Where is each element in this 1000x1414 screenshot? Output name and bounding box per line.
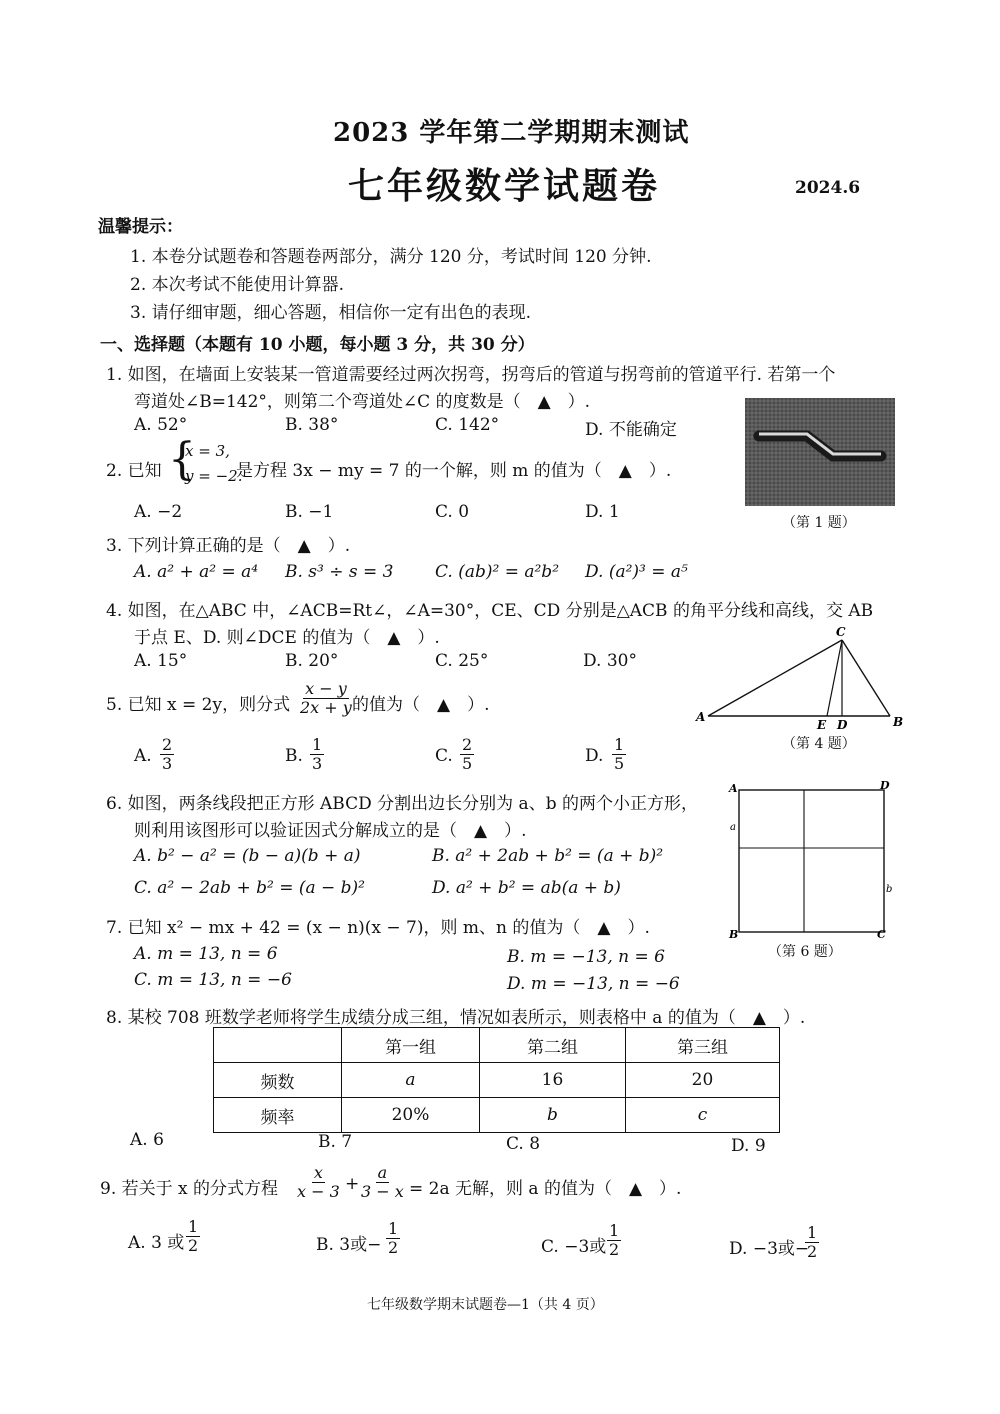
segment-ac [708, 640, 842, 716]
table-header-cell: 第一组 [342, 1028, 480, 1063]
q5-option-d-label: D. [585, 746, 604, 766]
q3-option-b: B. s³ ÷ s = 3 [285, 562, 394, 582]
q5-option-a-frac [158, 736, 176, 772]
frac-den: 5 [462, 753, 473, 773]
q6-option-b: B. a² + 2ab + b² = (a + b)² [432, 846, 664, 866]
q2-suffix: 是方程 3x − my = 7 的一个解，则 m 的值为（ ▲ ）. [236, 461, 672, 481]
q6-figure-caption: （第 6 题） [768, 944, 842, 960]
q8-option-b: B. 7 [318, 1132, 353, 1152]
q5-option-b-label: B. [285, 746, 303, 766]
frac-num: 1 [388, 1219, 399, 1238]
table-header-cell: 第三组 [626, 1028, 780, 1063]
frac-num: 1 [614, 735, 625, 754]
pipe-photo [745, 398, 895, 506]
system-brace: { [168, 434, 196, 485]
label-side-b: b [886, 884, 893, 895]
q1-figure-caption: （第 1 题） [782, 515, 856, 531]
pipe-illustration [745, 398, 895, 506]
q9-prefix: 9. 若关于 x 的分式方程 [100, 1179, 279, 1199]
table-cell: 20% [342, 1098, 480, 1133]
q8-option-a: A. 6 [130, 1130, 164, 1150]
q6-stem-line1: 6. 如图，两条线段把正方形 ABCD 分割出边长分别为 a、b 的两个小正方形， [106, 794, 698, 814]
q2-option-d: D. 1 [585, 502, 620, 522]
square-figure [724, 778, 900, 938]
q4-stem-line2: 于点 E、D. 则∠DCE 的值为（ ▲ ）. [134, 628, 440, 648]
tip-item: 2. 本次考试不能使用计算器. [130, 275, 345, 295]
table-cell: b [480, 1098, 626, 1133]
frac-num: 1 [188, 1217, 199, 1236]
table-header-cell [214, 1028, 342, 1063]
table-header-cell: 第二组 [480, 1028, 626, 1063]
label-b: B [893, 715, 904, 729]
frac-num: x [313, 1163, 323, 1182]
q2-system-bottom: y = −2. [185, 467, 243, 485]
q9-option-b-frac [384, 1220, 402, 1256]
q1-option-d: D. 不能确定 [585, 420, 677, 440]
q7-stem: 7. 已知 x² − mx + 42 = (x − n)(x − 7)，则 m、n 的值为（ ▲ ）. [106, 918, 650, 938]
frac-den: x − 3 [297, 1181, 340, 1201]
frac-num: a [377, 1163, 388, 1182]
tip-item: 3. 请仔细审题，细心答题，相信你一定有出色的表现. [130, 303, 532, 323]
q9-fraction-1 [293, 1164, 344, 1200]
q9-fraction-2 [357, 1164, 408, 1200]
section-heading: 一、选择题（本题有 10 小题，每小题 3 分，共 30 分） [100, 335, 535, 355]
q6-option-c: C. a² − 2ab + b² = (a − b)² [134, 878, 365, 898]
label-d: D [837, 718, 848, 732]
q4-option-b: B. 20° [285, 651, 339, 671]
q9-option-d-frac [803, 1224, 821, 1260]
frac-den: 5 [614, 753, 625, 773]
q9-option-c-frac [605, 1222, 623, 1258]
frequency-table [213, 1027, 780, 1133]
table-row [214, 1063, 780, 1098]
frac-num: 1 [807, 1223, 818, 1242]
segment-ce [827, 640, 842, 716]
label-a: A [696, 710, 706, 724]
q3-stem: 3. 下列计算正确的是（ ▲ ）. [106, 536, 351, 556]
label-c: C [836, 625, 846, 639]
table-cell: 20 [626, 1063, 780, 1098]
q9-option-c-prefix: C. −3或 [541, 1237, 607, 1257]
q6-stem-line2: 则利用该图形可以验证因式分解成立的是（ ▲ ）. [134, 821, 527, 841]
q7-option-a: A. m = 13, n = 6 [134, 944, 278, 964]
table-cell: 频数 [214, 1063, 342, 1098]
square-abcd [739, 790, 884, 932]
exam-date: 2024.6 [795, 178, 861, 198]
q2-prefix: 2. 已知 [106, 461, 162, 481]
q5-fraction [296, 680, 356, 716]
label-b: B [729, 928, 739, 938]
frac-den: 2 [609, 1239, 620, 1259]
q6-option-a: A. b² − a² = (b − a)(b + a) [134, 846, 361, 866]
label-e: E [817, 718, 827, 732]
q5-option-b-frac [308, 736, 326, 772]
q7-option-d: D. m = −13, n = −6 [507, 974, 680, 994]
q3-option-c: C. (ab)² = a²b² [435, 562, 560, 582]
page-footer: 七年级数学期末试题卷—1（共 4 页） [367, 1297, 604, 1313]
q9-suffix: = 2a 无解，则 a 的值为（ ▲ ）. [409, 1179, 682, 1199]
q9-option-b-prefix: B. 3或− [316, 1235, 382, 1255]
table-cell: 16 [480, 1063, 626, 1098]
q2-option-c: C. 0 [435, 502, 470, 522]
frac-den: 3 [312, 753, 323, 773]
q9-plus: + [345, 1174, 360, 1194]
exam-title-line1: 2023 学年第二学期期末测试 [333, 118, 690, 148]
q2-system-top: x = 3, [185, 442, 230, 460]
q4-option-d: D. 30° [583, 651, 637, 671]
q1-option-a: A. 52° [134, 415, 188, 435]
q8-option-d: D. 9 [731, 1136, 766, 1156]
frac-den: 2 [188, 1235, 199, 1255]
q4-figure-caption: （第 4 题） [782, 736, 856, 752]
table-cell: c [626, 1098, 780, 1133]
label-a: A [729, 782, 738, 795]
frac-den: 3 − x [361, 1181, 404, 1201]
table-cell: 频率 [214, 1098, 342, 1133]
tip-item: 1. 本卷分试题卷和答题卷两部分，满分 120 分，考试时间 120 分钟. [130, 247, 652, 267]
q4-option-c: C. 25° [435, 651, 489, 671]
q1-stem-line1: 1. 如图，在墙面上安装某一管道需要经过两次拐弯，拐弯后的管道与拐弯前的管道平行. 若第一个 [106, 365, 836, 385]
frac-den: 2 [807, 1241, 818, 1261]
q9-option-a-frac [184, 1218, 202, 1254]
q1-option-b: B. 38° [285, 415, 339, 435]
q9-option-a-prefix: A. 3 或 [128, 1233, 185, 1253]
frac-den: 2 [388, 1237, 399, 1257]
q2-option-b: B. −1 [285, 502, 334, 522]
q1-stem-line2: 弯道处∠B=142°，则第二个弯道处∠C 的度数是（ ▲ ）. [134, 392, 591, 412]
table-cell: a [342, 1063, 480, 1098]
label-d: D [880, 779, 890, 792]
tips-heading: 温馨提示： [98, 217, 183, 237]
frac-num: 2 [462, 735, 473, 754]
frac-den: 3 [162, 753, 173, 773]
q5-option-a-label: A. [134, 746, 152, 766]
q5-option-d-frac [610, 736, 628, 772]
segment-bc [842, 640, 890, 716]
frac-num: 2 [162, 735, 173, 754]
q4-option-a: A. 15° [134, 651, 188, 671]
q8-stem: 8. 某校 708 班数学老师将学生成绩分成三组，情况如表所示，则表格中 a 的值为（ ▲ ）. [106, 1008, 806, 1028]
label-c: C [877, 928, 886, 938]
q9-option-d-prefix: D. −3或− [729, 1239, 810, 1259]
q7-option-b: B. m = −13, n = 6 [507, 947, 665, 967]
q1-option-c: C. 142° [435, 415, 500, 435]
q2-option-a: A. −2 [134, 502, 183, 522]
table-header-row [214, 1028, 780, 1063]
q8-option-c: C. 8 [506, 1134, 541, 1154]
frac-num: 1 [609, 1221, 620, 1240]
triangle-figure [690, 620, 910, 732]
label-side-a: a [730, 822, 736, 833]
q4-stem-line1: 4. 如图，在△ABC 中，∠ACB=Rt∠，∠A=30°，CE、CD 分别是△ACB 的角平分线和高线，交 AB [106, 601, 874, 621]
q6-option-d: D. a² + b² = ab(a + b) [432, 878, 621, 898]
exam-title-line2: 七年级数学试题卷 [348, 165, 661, 207]
q5-frac-numerator: x − y [305, 679, 347, 698]
q3-option-a: A. a² + a² = a⁴ [134, 562, 259, 582]
q3-option-d: D. (a²)³ = a⁵ [585, 562, 688, 582]
q5-option-c-frac [458, 736, 476, 772]
frac-num: 1 [312, 735, 323, 754]
q5-suffix: 的值为（ ▲ ）. [352, 695, 490, 715]
q5-prefix: 5. 已知 x = 2y，则分式 [106, 695, 291, 715]
q7-option-c: C. m = 13, n = −6 [134, 970, 292, 990]
q5-option-c-label: C. [435, 746, 453, 766]
table-row [214, 1098, 780, 1133]
q5-frac-denominator: 2x + y [300, 697, 352, 717]
